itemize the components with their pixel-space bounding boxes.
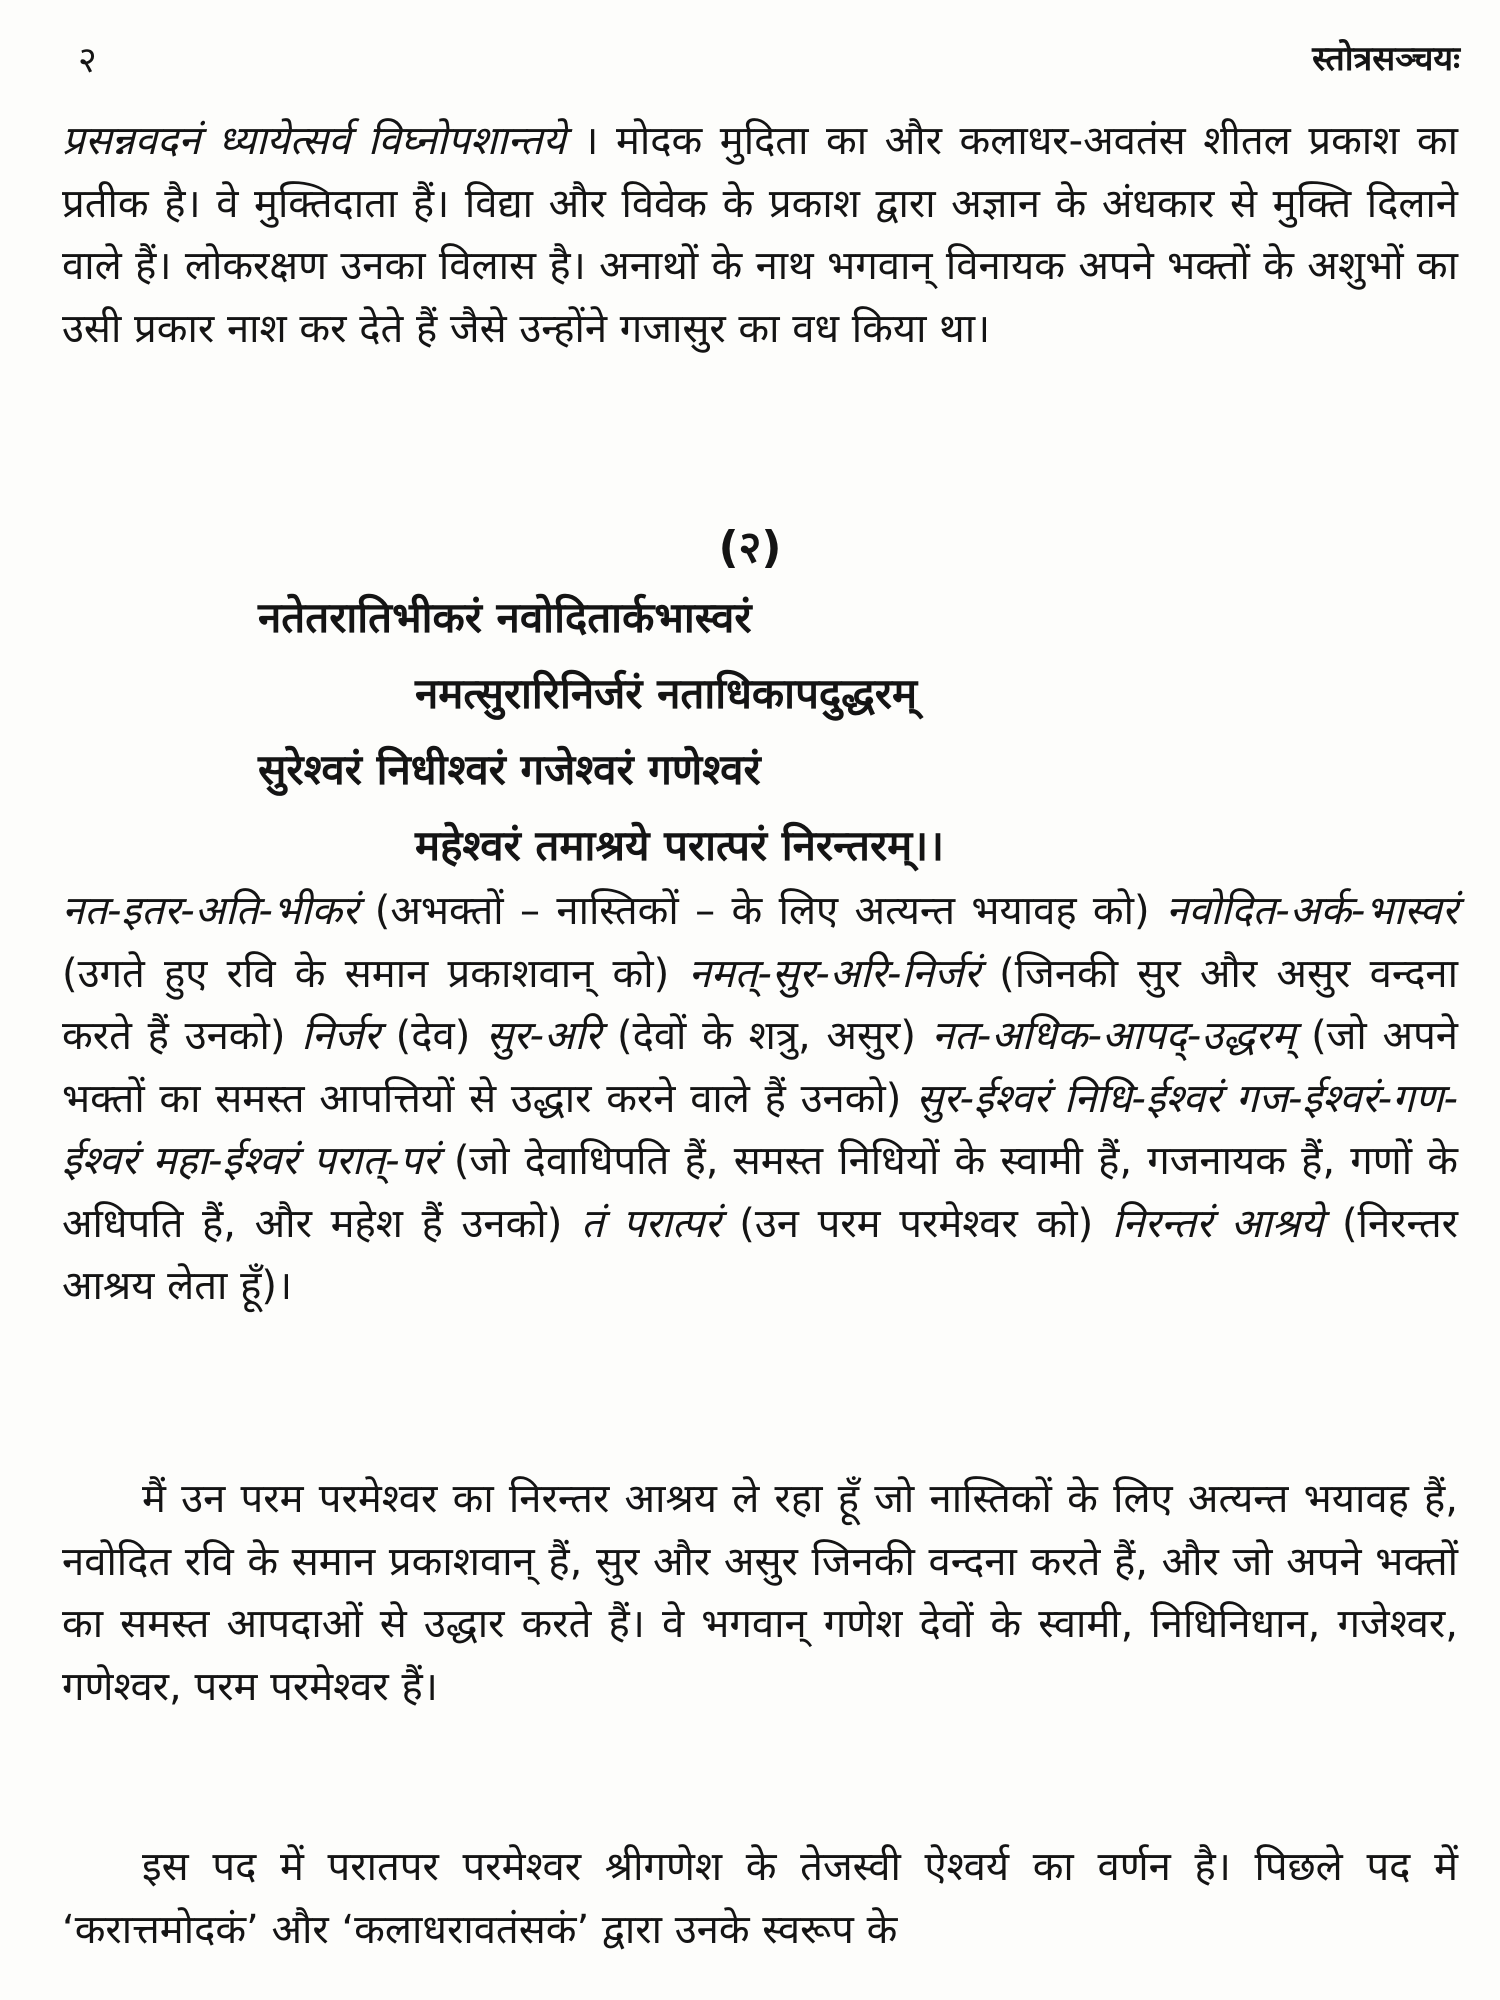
commentary-paragraph: इस पद में परातपर परमेश्वर श्रीगणेश के तेजस्वी ऐश्वर्य का वर्णन है। पिछले पद में ‘करात्तमोदकं’ और ‘कलाधरावतंसकं’ द्वारा उनके स्वरूप के bbox=[62, 1844, 1458, 1953]
gloss-term: नवोदित-अर्क-भास्वरं bbox=[1166, 888, 1458, 934]
intro-quote: प्रसन्नवदनं ध्यायेत्सर्व विघ्नोपशान्तये bbox=[62, 118, 566, 164]
gloss-term: सुर-ईश्वरं निधि-ईश्वरं गज-ईश्वरं-गण-ईश्वरं महा-ईश्वरं परात्-परं bbox=[62, 1075, 1458, 1184]
gloss-meaning: (देव) bbox=[379, 1013, 487, 1059]
gloss-term: निर्जर bbox=[301, 1013, 380, 1059]
gloss-meaning: (जिनकी सुर और असुर वन्दना करते हैं उनको) bbox=[62, 950, 1458, 1059]
gloss-meaning: (जो देवाधिपति हैं, समस्त निधियों के स्वामी हैं, गजनायक हैं, गणों के अधिपति हैं, और महेश हैं उनको) bbox=[62, 1138, 1459, 1247]
verse-line-1: नतेतरातिभीकरं नवोदितार्कभास्वरं bbox=[258, 593, 752, 642]
gloss-term: तं परात्परं bbox=[580, 1200, 721, 1247]
intro-paragraph bbox=[62, 110, 1458, 360]
gloss-term: नमत्-सुर-अरि-निर्जरं bbox=[688, 950, 980, 997]
book-title: स्तोत्रसञ्चयः bbox=[1312, 39, 1460, 79]
explanation-paragraph: मैं उन परम परमेश्वर का निरन्तर आश्रय ले रहा हूँ जो नास्तिकों के लिए अत्यन्त भयावह हैं, नवोदित रवि के समान प्रकाशवान् हैं, सुर और असुर जिनकी वन्दना करते हैं, और जो अपने भक्तों का समस्त आपदाओं से उद्धार करते हैं। वे भगवान् गणेश देवों के स्वामी, निधिनिधान, गजेश्वर, गणेश्वर, परम परमेश्वर हैं। bbox=[62, 1476, 1458, 1710]
gloss-meaning: (निरन्तर आश्रय लेता हूँ)। bbox=[62, 1200, 1458, 1309]
gloss-meaning: (उगते हुए रवि के समान प्रकाशवान् को) bbox=[62, 950, 689, 997]
gloss-term: निरन्तरं आश्रये bbox=[1111, 1200, 1324, 1247]
gloss-meaning: (देवों के शत्रु, असुर) bbox=[601, 1013, 932, 1059]
verse-line-3: सुरेश्वरं निधीश्वरं गजेश्वरं गणेश्वरं bbox=[258, 745, 761, 794]
gloss-term: सुर-अरि bbox=[486, 1013, 602, 1059]
page-number: २ bbox=[78, 40, 97, 81]
gloss-term: नत-अधिक-आपद्-उद्धरम् bbox=[931, 1013, 1296, 1059]
gloss-meaning: (जो अपने भक्तों का समस्त आपत्तियों से उद्धार करने वाले हैं उनको) bbox=[62, 1013, 1458, 1122]
gloss-meaning: (उन परम परमेश्वर को) bbox=[720, 1200, 1112, 1247]
gloss-meaning: (अभक्तों – नास्तिकों – के लिए अत्यन्त भयावह को) bbox=[358, 888, 1166, 934]
section-number: (२) bbox=[718, 522, 782, 573]
verse-line-4: महेश्वरं तमाश्रये परात्परं निरन्तरम्।। bbox=[415, 821, 945, 870]
word-gloss bbox=[62, 880, 1458, 1318]
verse-line-2: नमत्सुरारिनिर्जरं नताधिकापदुद्धरम् bbox=[415, 669, 918, 718]
intro-text: । मोदक मुदिता का और कलाधर-अवतंस शीतल प्रकाश का प्रतीक है। वे मुक्तिदाता हैं। विद्या और विवेक के प्रकाश द्वारा अज्ञान के अंधकार से मुक्ति दिलाने वाले हैं। लोकरक्षण उनका विलास है। अनाथों के नाथ भगवान् विनायक अपने भक्तों के अशुभों का उसी प्रकार नाश कर देते हैं जैसे उन्होंने गजासुर का वध किया था। bbox=[62, 118, 1458, 352]
gloss-term: नत-इतर-अति-भीकरं bbox=[62, 888, 359, 934]
